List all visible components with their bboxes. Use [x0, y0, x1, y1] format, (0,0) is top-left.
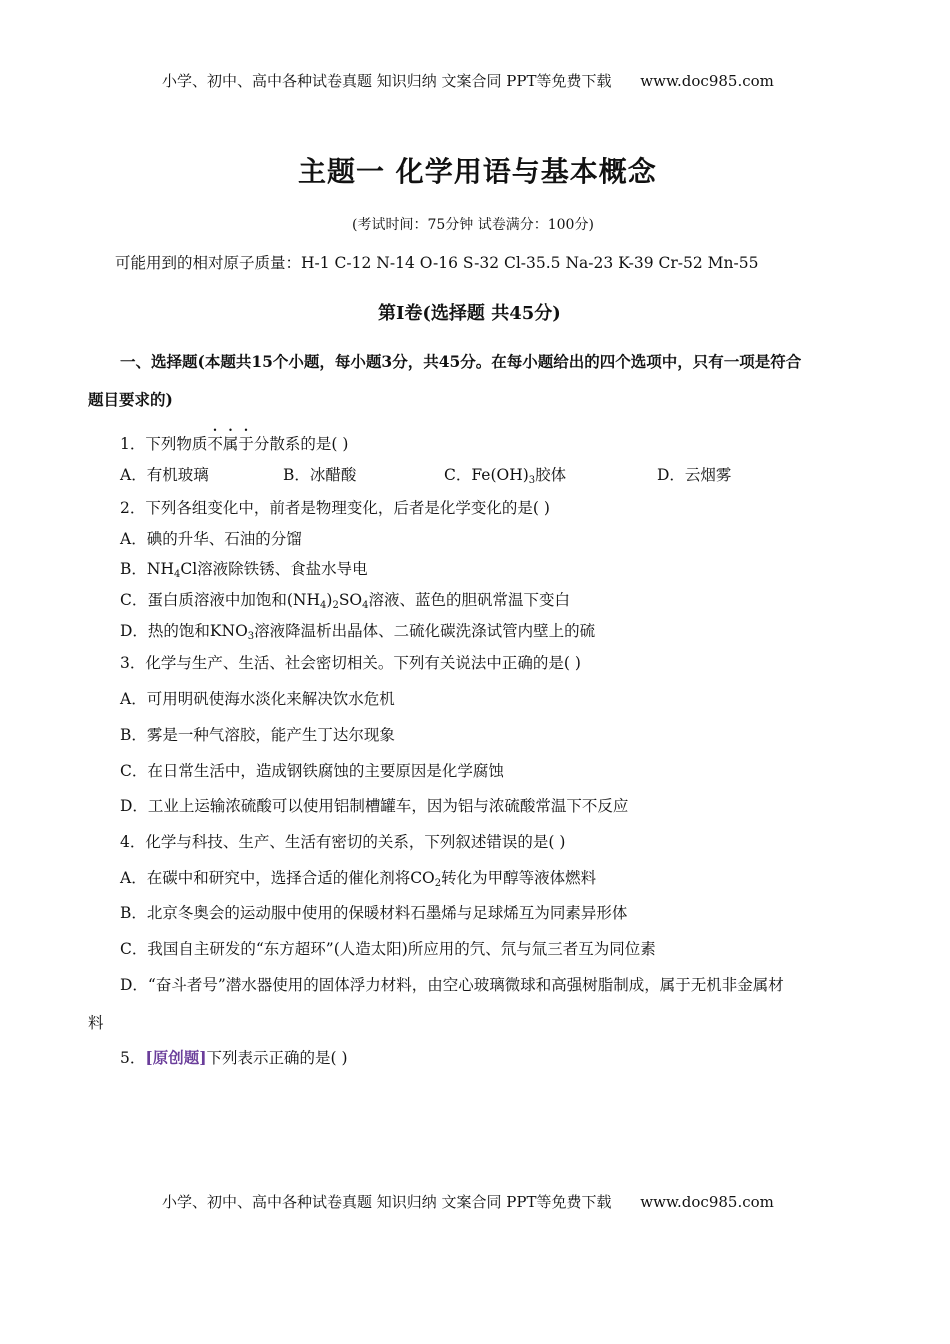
page-footer — [162, 1191, 774, 1212]
q1-option-b: B．冰醋酸 — [283, 466, 357, 484]
header-text: 小学、初中、高中各种试卷真题 知识归纳 文案合同 PPT等免费下载 — [162, 72, 612, 90]
q2-c-sub2: 2 — [332, 600, 339, 611]
q4-option-d-line1: D．“奋斗者号”潜水器使用的固体浮力材料，由空心玻璃微球和高强树脂制成，属于无机非金属材 — [120, 976, 784, 994]
atomic-masses: 可能用到的相对原子质量：H-1 C-12 N-14 O-16 S-32 Cl-35.5 Na-23 K-39 Cr-52 Mn-55 — [115, 254, 759, 272]
q5-original-tag: [原创题] — [145, 1048, 207, 1067]
q1-stem-pre: 1．下列物质 — [120, 435, 208, 453]
question-2-stem: 2．下列各组变化中，前者是物理变化，后者是化学变化的是( ) — [120, 499, 550, 517]
q2-b-2: Cl溶液除铁锈、食盐水导电 — [180, 560, 368, 578]
q2-option-a: A．碘的升华、石油的分馏 — [120, 530, 302, 548]
q2-b-sub: 4 — [173, 569, 181, 580]
footer-text: 小学、初中、高中各种试卷真题 知识归纳 文案合同 PPT等免费下载 — [162, 1193, 612, 1211]
q4-a-2: 转化为甲醇等液体燃料 — [441, 869, 597, 887]
q1-stem-emphasis: 不属于 — [207, 435, 254, 453]
q2-c-sub1: 4 — [320, 600, 327, 611]
question-5-stem — [120, 1046, 348, 1068]
q2-c-4: 溶液、蓝色的胆矾常温下变白 — [368, 591, 571, 609]
q4-a-sub: 2 — [434, 878, 442, 889]
q3-option-c: C．在日常生活中，造成钢铁腐蚀的主要原因是化学腐蚀 — [120, 762, 504, 780]
q2-c-sub3: 4 — [362, 600, 369, 611]
q5-stem-text: 下列表示正确的是( ) — [206, 1049, 348, 1067]
question-3-stem: 3．化学与生产、生活、社会密切相关。下列有关说法中正确的是( ) — [120, 654, 581, 672]
section-title: 第Ⅰ卷(选择题 共45分) — [378, 303, 561, 324]
instructions-line2: 题目要求的) — [88, 390, 173, 409]
q2-option-b — [120, 557, 368, 579]
q1-stem-post: 分散系的是( ) — [253, 435, 349, 453]
q1-option-a: A．有机玻璃 — [120, 466, 209, 484]
q4-option-c: C．我国自主研发的“东方超环”(人造太阳)所应用的氕、氘与氚三者互为同位素 — [120, 940, 656, 958]
q2-option-d — [120, 619, 595, 641]
question-1-stem — [120, 426, 348, 454]
q3-option-b: B．雾是一种气溶胶，能产生丁达尔现象 — [120, 726, 395, 744]
q2-option-c — [120, 588, 570, 610]
q4-option-b: B．北京冬奥会的运动服中使用的保暖材料石墨烯与足球烯互为同素异形体 — [120, 904, 628, 922]
q2-d-1: D．热的饱和KNO — [120, 622, 248, 640]
q2-d-sub: 3 — [247, 631, 255, 642]
q4-a-1: A．在碳中和研究中，选择合适的催化剂将CO — [120, 869, 435, 887]
q2-d-2: 溶液降温析出晶体、二硫化碳洗涤试管内壁上的硫 — [254, 622, 596, 640]
q2-b-1: B．NH — [120, 560, 174, 578]
q1-c-sub: 3 — [528, 475, 536, 486]
q4-option-a — [120, 866, 596, 888]
page-header — [162, 70, 774, 91]
footer-site: www.doc985.com — [640, 1193, 774, 1211]
q2-c-2: ) — [326, 591, 333, 609]
header-site: www.doc985.com — [640, 72, 774, 90]
q1-c-pre: C．Fe(OH) — [444, 466, 529, 484]
question-4-stem: 4．化学与科技、生产、生活有密切的关系，下列叙述错误的是( ) — [120, 833, 566, 851]
instructions-line1: 一、选择题(本题共15个小题，每小题3分，共45分。在每小题给出的四个选项中，只有一项是符合 — [120, 352, 802, 371]
q4-option-d-line2: 料 — [88, 1014, 104, 1032]
q2-c-3: SO — [338, 591, 363, 609]
exam-info: (考试时间：75分钟 试卷满分：100分) — [352, 217, 594, 233]
q3-option-a: A．可用明矾使海水淡化来解决饮水危机 — [120, 690, 395, 708]
q1-option-d: D．云烟雾 — [657, 466, 732, 484]
q2-c-1: C．蛋白质溶液中加饱和(NH — [120, 591, 320, 609]
q1-c-post: 胶体 — [535, 466, 567, 484]
q3-option-d: D．工业上运输浓硫酸可以使用铝制槽罐车，因为铝与浓硫酸常温下不反应 — [120, 797, 629, 815]
q5-num: 5． — [120, 1049, 146, 1067]
page-title: 主题一 化学用语与基本概念 — [298, 155, 657, 188]
q1-option-c — [444, 463, 566, 485]
